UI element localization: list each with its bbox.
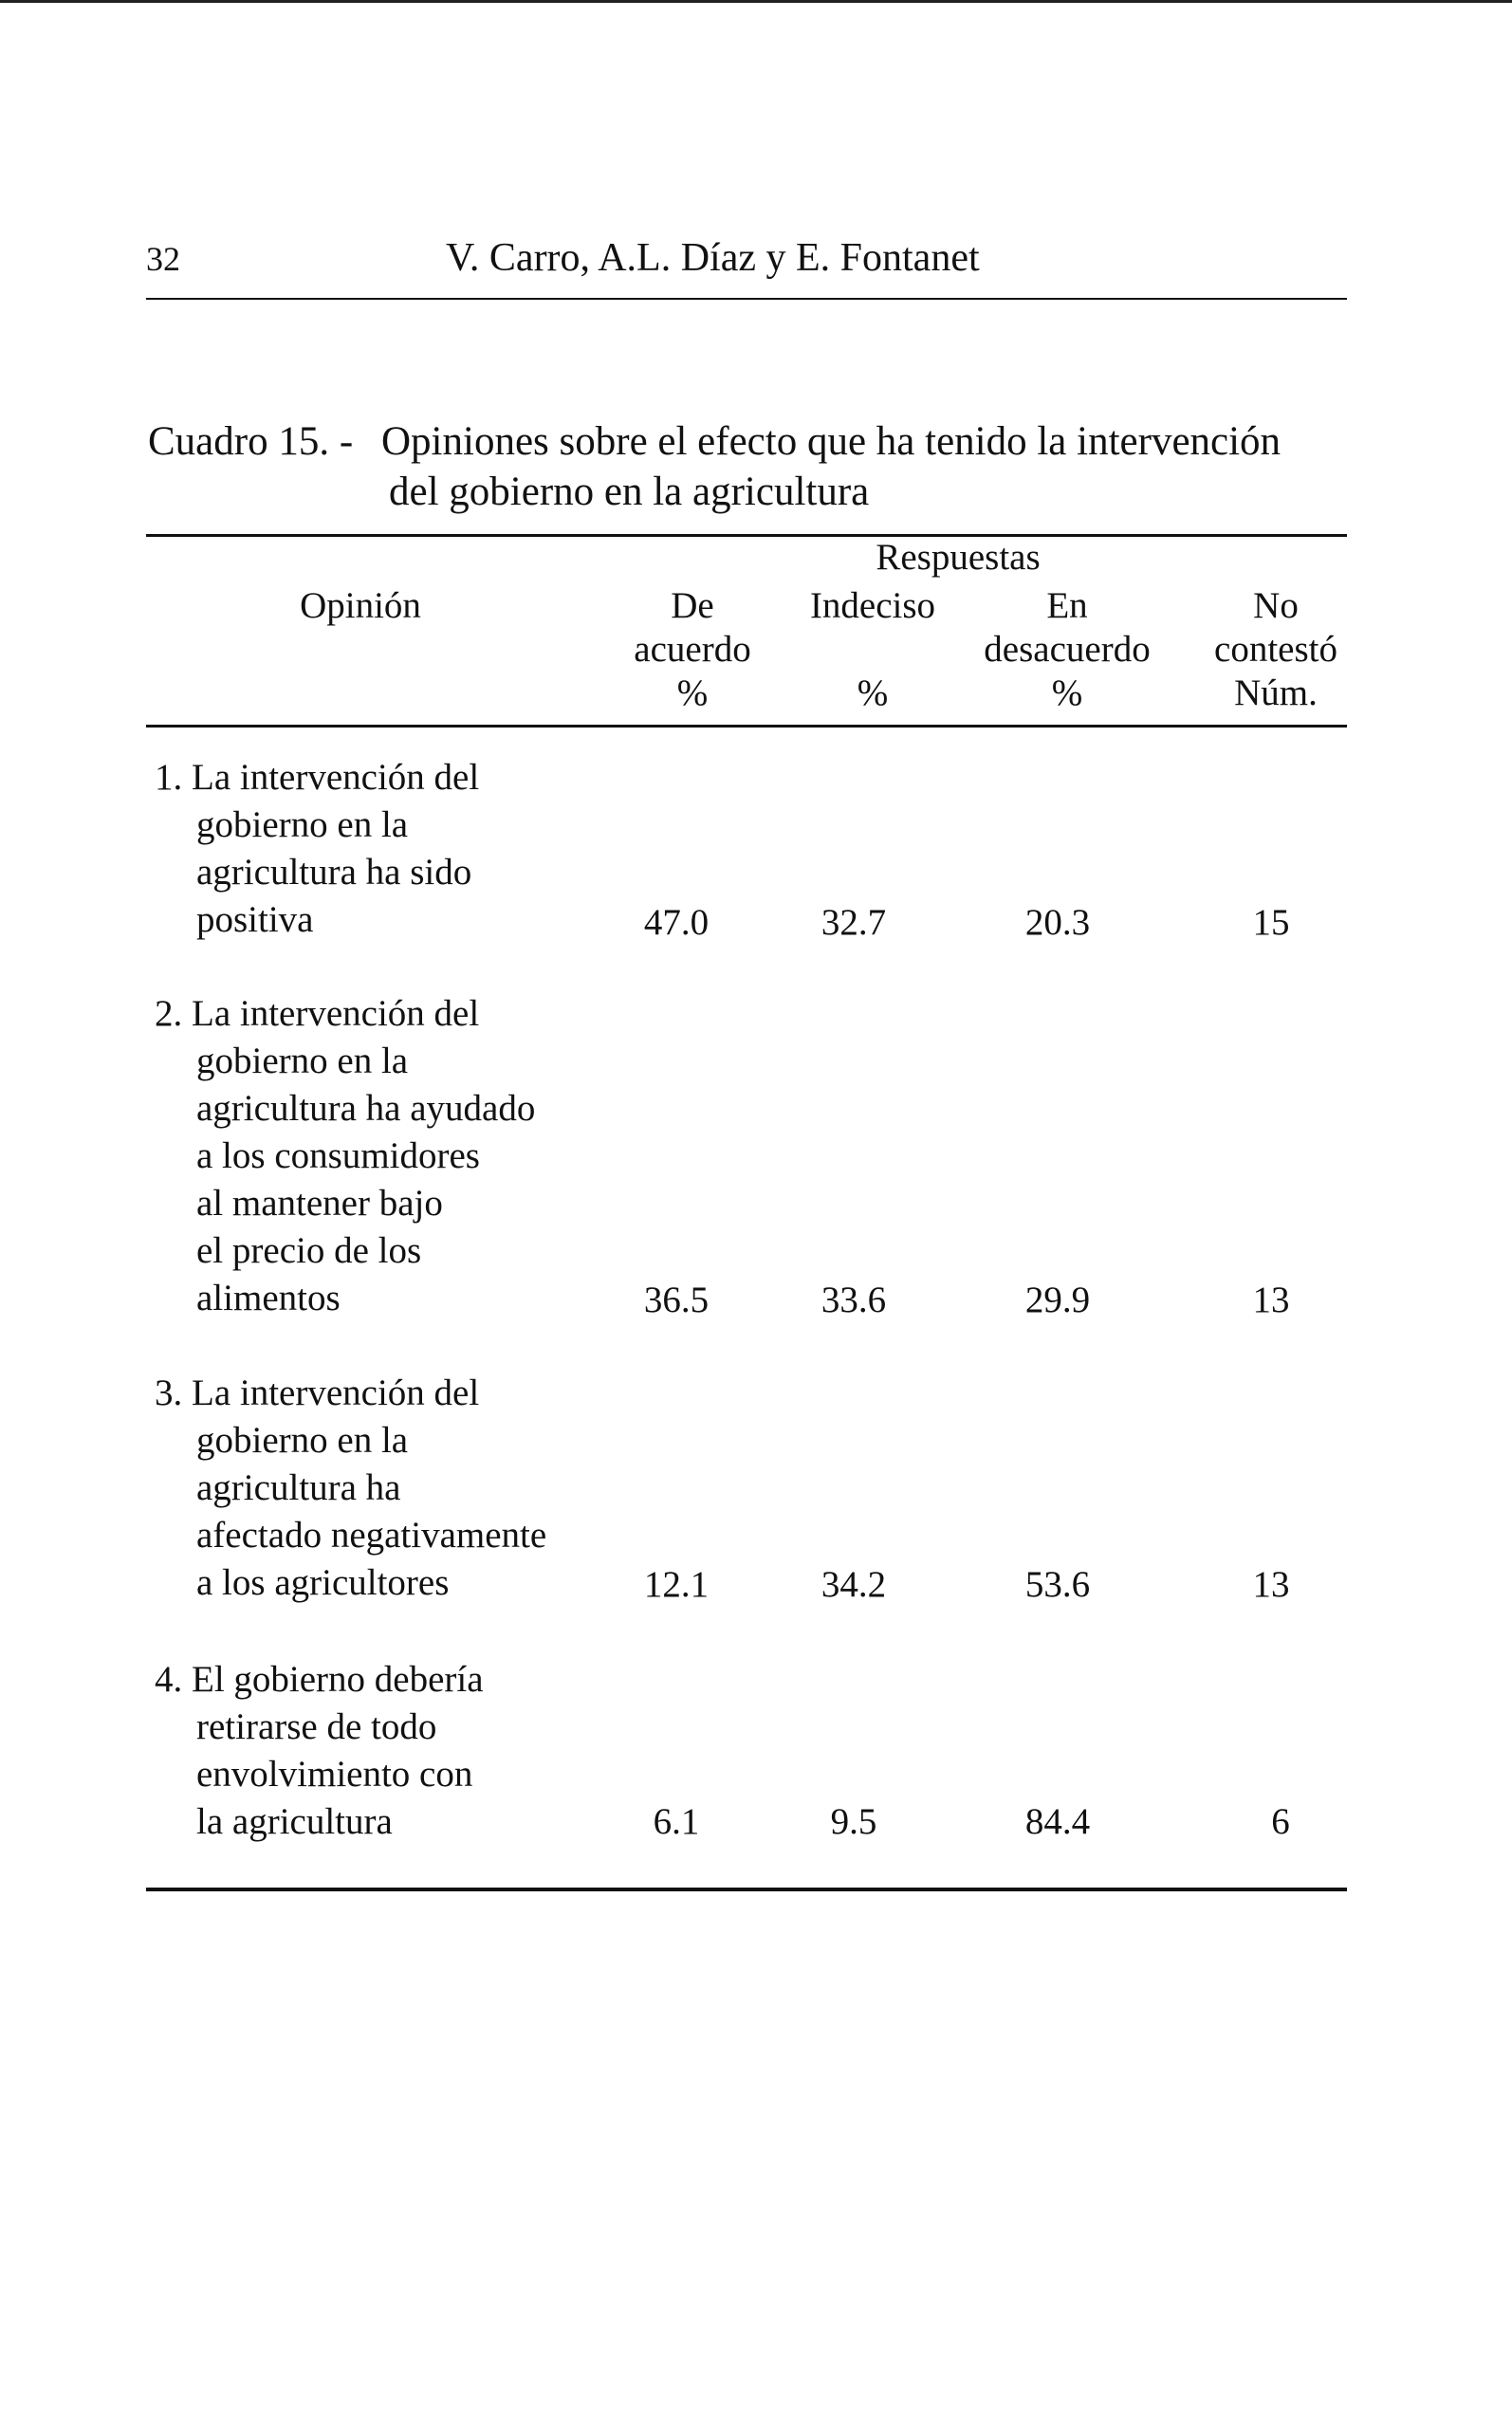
- col-header-indeciso: Indeciso %: [809, 585, 936, 713]
- col-header-opinion: Opinión: [300, 585, 421, 626]
- table-row-3-acuerdo: 12.1: [643, 1564, 710, 1605]
- table-row-4-acuerdo: 6.1: [653, 1801, 700, 1842]
- table-row-3-no-contesto: 13: [1252, 1564, 1290, 1605]
- table-caption-line2: del gobierno en la agricultura: [389, 470, 870, 514]
- table-row-1-opinion-cont: gobierno en la agricultura ha sido positiva: [196, 804, 472, 940]
- table-row-3-opinion-cont: gobierno en la agricultura ha afectado negativamente a los agricultores: [196, 1420, 547, 1603]
- col-header-acuerdo: De acuerdo %: [634, 585, 751, 713]
- table-row-3-opinion: 3. La intervención del: [155, 1373, 480, 1413]
- page-top-edge: [0, 0, 1512, 3]
- table-row-2-acuerdo: 36.5: [643, 1280, 710, 1320]
- table-row-3-desacuerdo: 53.6: [1024, 1564, 1091, 1605]
- table-row-1-opinion: 1. La intervención del: [155, 757, 480, 798]
- table-row-4-desacuerdo: 84.4: [1024, 1801, 1091, 1842]
- table-row-4-no-contesto: 6: [1271, 1801, 1290, 1842]
- header-rule: [146, 298, 1347, 300]
- page-number: 32: [146, 240, 180, 278]
- table-row-2-no-contesto: 13: [1252, 1280, 1290, 1320]
- table-row-1-no-contesto: 15: [1252, 902, 1290, 943]
- table-row-2-desacuerdo: 29.9: [1024, 1280, 1091, 1320]
- group-header-respuestas: Respuestas: [876, 537, 1041, 578]
- table-caption-label: Cuadro 15. -: [148, 419, 354, 464]
- running-head: V. Carro, A.L. Díaz y E. Fontanet: [446, 236, 980, 280]
- table-bottom-rule: [146, 1888, 1347, 1891]
- table-row-4-opinion: 4. El gobierno debería: [155, 1659, 484, 1700]
- table-header-rule: [146, 725, 1347, 728]
- table-top-rule: [146, 534, 1347, 537]
- table-row-1-indeciso: 32.7: [821, 902, 887, 943]
- table-row-4-indeciso: 9.5: [830, 1801, 877, 1842]
- table-caption-line1: Opiniones sobre el efecto que ha tenido la intervención: [381, 419, 1282, 464]
- table-row-1-desacuerdo: 20.3: [1024, 902, 1091, 943]
- col-header-no-contesto: No contestó Núm.: [1214, 585, 1337, 713]
- table-row-2-opinion-cont: gobierno en la agricultura ha ayudado a los consumidores al mantener bajo el precio de los alimentos: [196, 1041, 536, 1318]
- table-row-1-acuerdo: 47.0: [643, 902, 710, 943]
- col-header-desacuerdo: En desacuerdo %: [984, 585, 1151, 713]
- table-row-4-opinion-cont: retirarse de todo envolvimiento con la agricultura: [196, 1706, 473, 1842]
- table-row-2-indeciso: 33.6: [821, 1280, 887, 1320]
- table-row-3-indeciso: 34.2: [821, 1564, 887, 1605]
- table-row-2-opinion: 2. La intervención del: [155, 993, 480, 1034]
